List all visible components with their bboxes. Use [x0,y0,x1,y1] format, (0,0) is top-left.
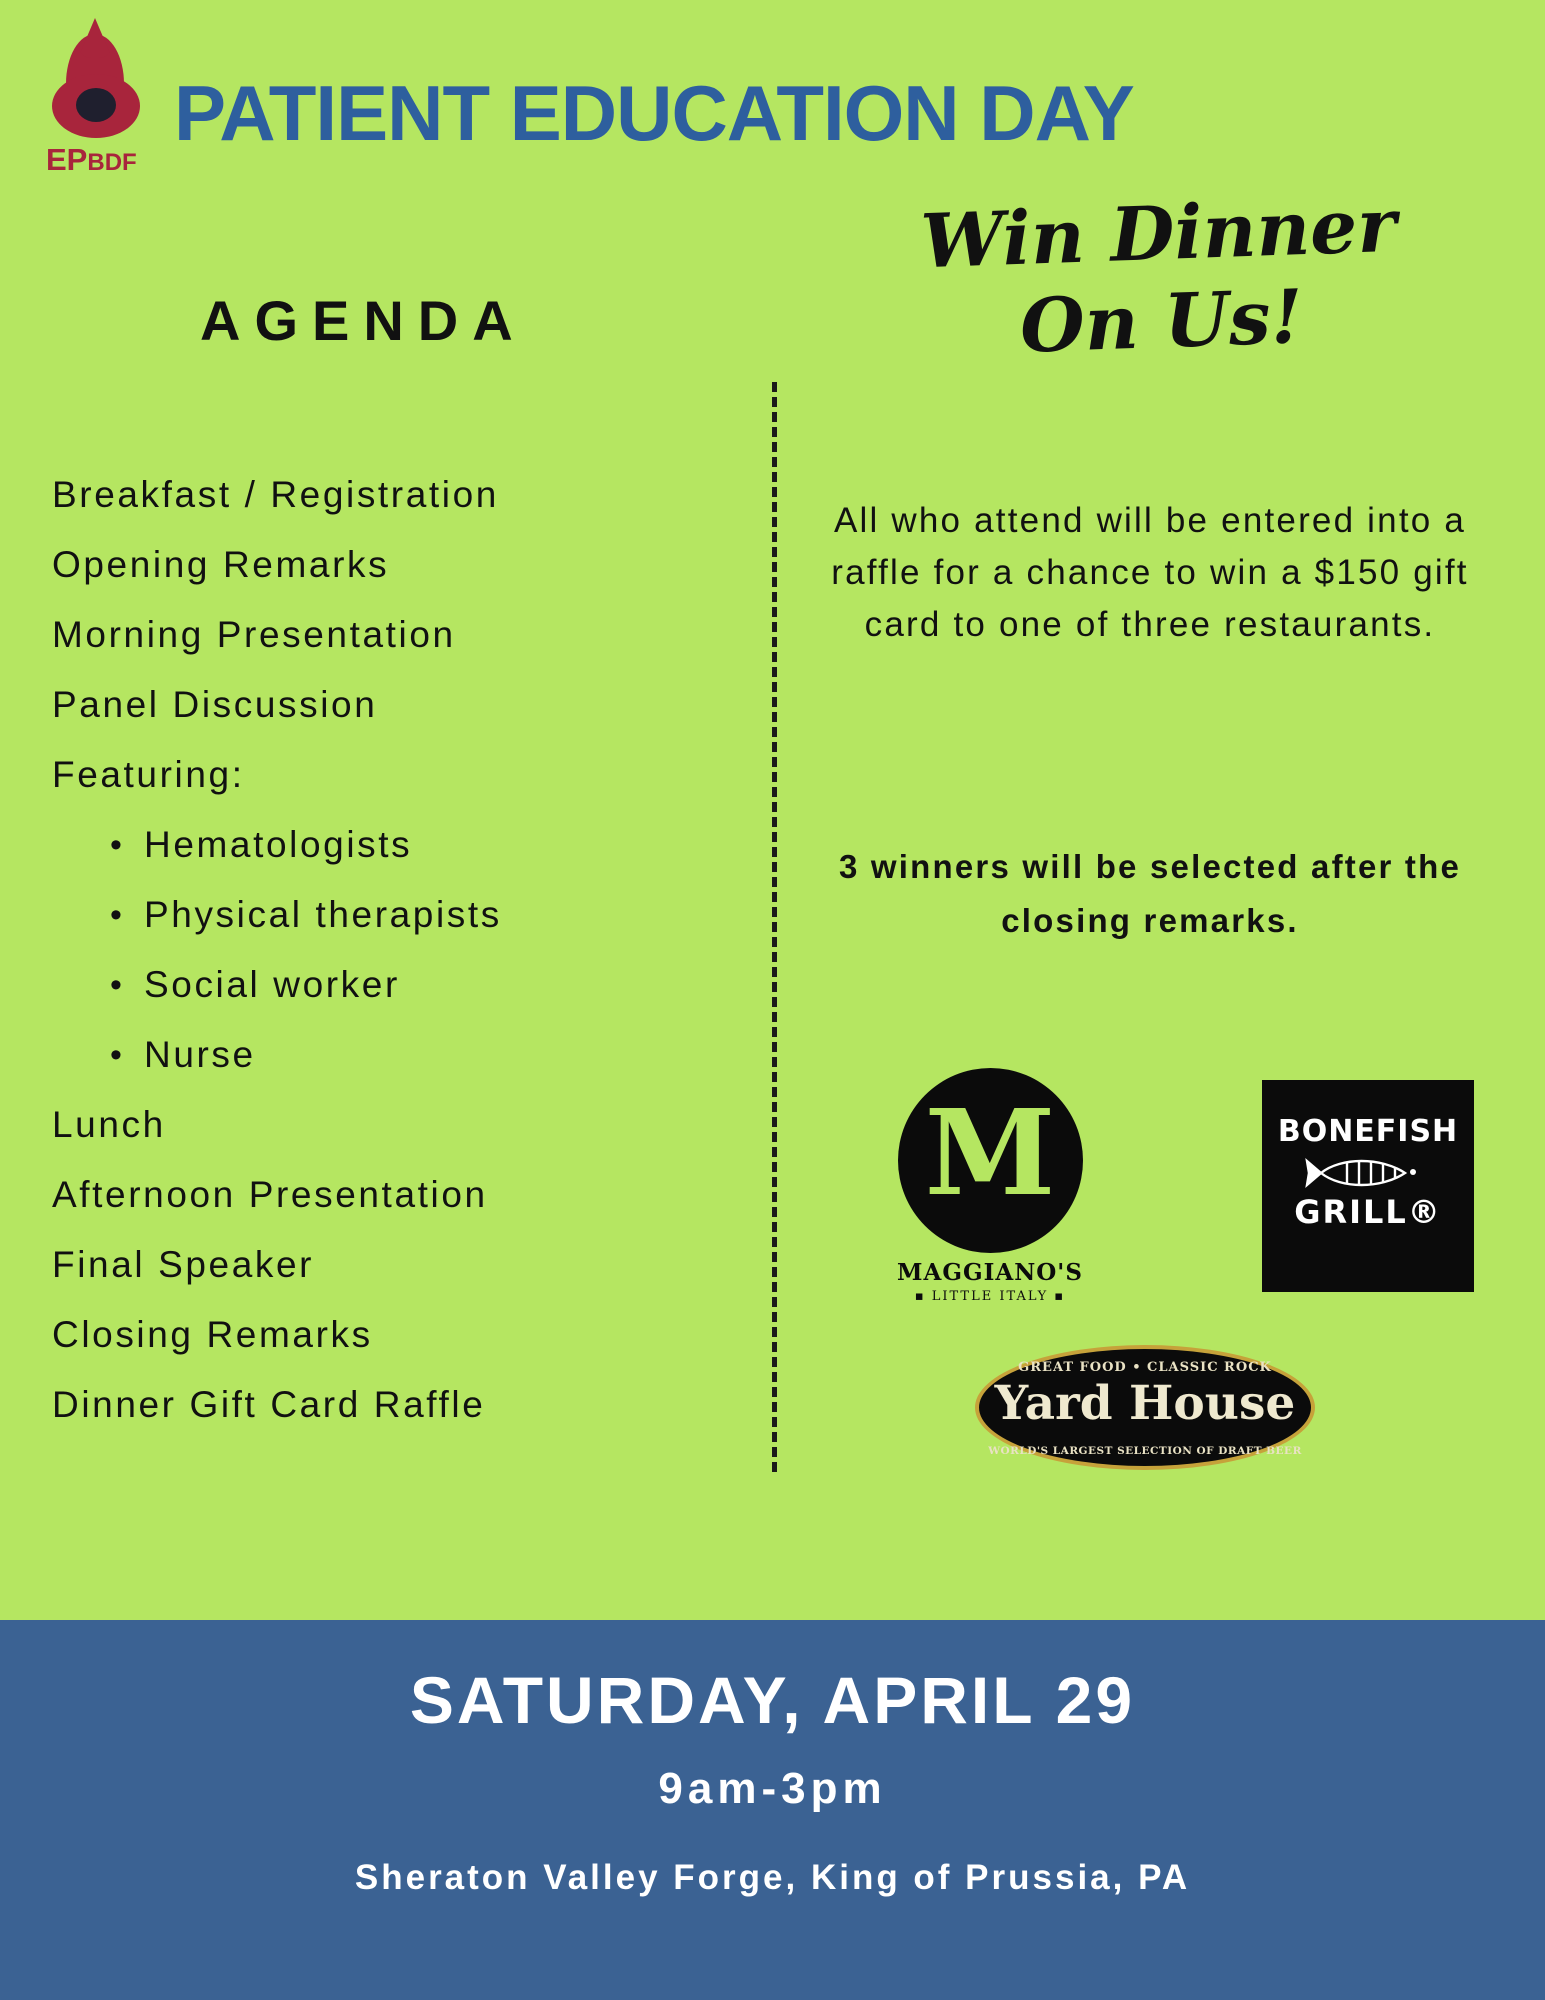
poster-footer [0,1620,1545,2000]
raffle-heading [877,180,1443,375]
agenda-item: Dinner Gift Card Raffle [52,1384,486,1425]
logo-abbr-bold: EP [46,142,88,177]
poster-header [0,30,1545,190]
agenda-featuring-item: • Hematologists [104,810,752,880]
logo-text [46,142,137,178]
sponsor-logo-maggianos [880,1068,1100,1304]
yardhouse-tagline-top: GREAT FOOD • CLASSIC ROCK [1018,1360,1272,1375]
logo-abbr-light: BDF [87,149,137,176]
sponsor-logo-yardhouse [975,1345,1315,1470]
vertical-divider [772,382,777,1472]
agenda-heading: AGENDA [200,289,527,352]
maggianos-monogram: M [924,1083,1056,1222]
event-time: 9am-3pm [658,1764,887,1813]
logo-circle-inner [76,88,116,122]
maggianos-tagline: ▪ LITTLE ITALY ▪ [914,1289,1066,1304]
bonefish-name-bottom: GRILL® [1294,1193,1442,1231]
agenda-featuring-item: • Social worker [104,950,752,1020]
agenda-featuring-item: • Physical therapists [104,880,752,950]
raffle-heading-line1: Win Dinner [919,182,1398,286]
yardhouse-name: Yard House [994,1376,1296,1431]
agenda-featuring-item: • Nurse [104,1020,752,1090]
raffle-heading-line2: On Us! [1018,274,1305,370]
yardhouse-badge [975,1345,1315,1470]
agenda-item: Opening Remarks [52,544,390,585]
event-location: Sheraton Valley Forge, King of Prussia, PA [354,1858,1191,1897]
bonefish-name-top: BONEFISH [1277,1114,1459,1149]
agenda-item: Closing Remarks [52,1314,373,1355]
maggianos-name: MAGGIANO'S [897,1259,1083,1286]
agenda-item: Featuring: [52,754,245,795]
agenda-item: Lunch [52,1104,166,1145]
agenda-item: Panel Discussion [52,684,378,725]
agenda-item: Breakfast / Registration [52,474,499,515]
agenda-item: Final Speaker [52,1244,315,1285]
page-title: PATIENT EDUCATION DAY [174,69,1134,157]
epbdf-logo [38,30,158,190]
maggianos-monogram-circle [898,1068,1083,1253]
event-date: SATURDAY, APRIL 29 [409,1663,1136,1737]
raffle-winners-note: 3 winners will be selected after the closing remarks. [838,848,1462,939]
agenda-featuring-list [104,810,752,1090]
fish-skeleton-icon [1303,1155,1433,1191]
agenda-list [52,460,752,1440]
raffle-description: All who attend will be entered into a raffle for a chance to win a $150 gift card to one of three restaurants. [831,501,1469,644]
sponsor-logo-bonefish [1262,1080,1474,1292]
agenda-item: Morning Presentation [52,614,456,655]
agenda-item: Afternoon Presentation [52,1174,488,1215]
yardhouse-tagline-bottom: WORLD'S LARGEST SELECTION OF DRAFT BEER [988,1445,1302,1457]
